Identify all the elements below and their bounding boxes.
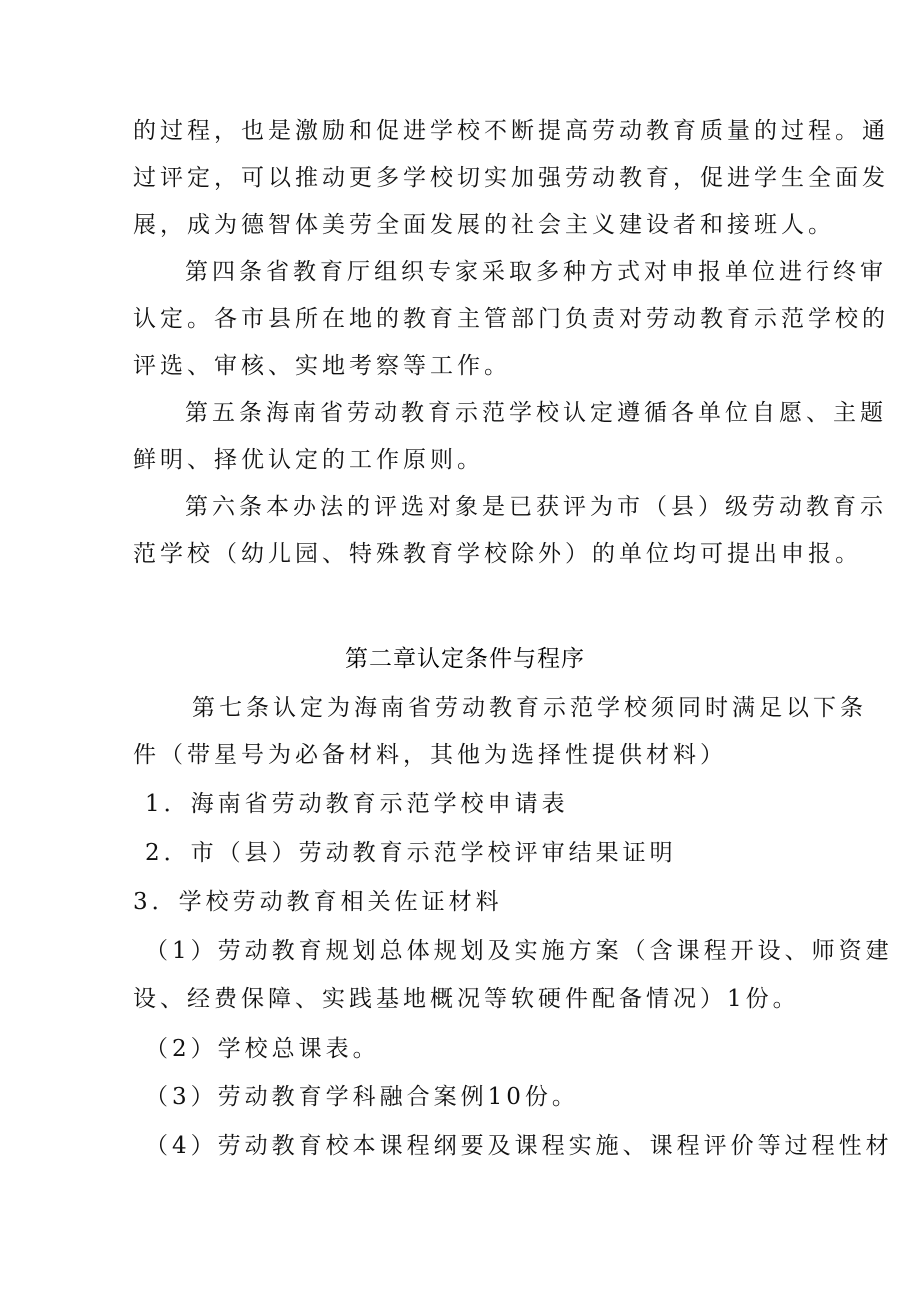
article-4-line: 认定。各市县所在地的教育主管部门负责对劳动教育示范学校的 xyxy=(133,306,889,332)
chapter-heading: 第二章认定条件与程序 xyxy=(345,646,585,672)
article-7-line: 第七条认定为海南省劳动教育示范学校须同时满足以下条 xyxy=(192,695,867,721)
paragraph-line: 的过程，也是激励和促进学校不断提高劳动教育质量的过程。通 xyxy=(133,118,889,144)
paragraph-line: 过评定，可以推动更多学校切实加强劳动教育，促进学生全面发 xyxy=(133,165,889,191)
list-item: 3．学校劳动教育相关佐证材料 xyxy=(133,889,503,915)
article-5-line: 鲜明、择优认定的工作原则。 xyxy=(133,447,484,473)
article-6-line: 第六条本办法的评选对象是已获评为市（县）级劳动教育示 xyxy=(185,494,887,520)
article-7-line: 件（带星号为必备材料，其他为选择性提供材料） xyxy=(133,742,727,768)
article-5-line: 第五条海南省劳动教育示范学校认定遵循各单位自愿、主题 xyxy=(185,400,887,426)
sub-item-line: 设、经费保障、实践基地概况等软硬件配备情况）1份。 xyxy=(133,986,800,1012)
list-item: 1．海南省劳动教育示范学校申请表 xyxy=(145,791,569,817)
sub-item-line: （2）学校总课表。 xyxy=(145,1036,380,1062)
sub-item-line: （4）劳动教育校本课程纲要及课程实施、课程评价等过程性材 xyxy=(145,1133,893,1159)
sub-item-line: （3）劳动教育学科融合案例10份。 xyxy=(145,1084,579,1110)
paragraph-line: 展，成为德智体美劳全面发展的社会主义建设者和接班人。 xyxy=(133,212,835,238)
article-6-line: 范学校（幼儿园、特殊教育学校除外）的单位均可提出申报。 xyxy=(133,541,862,567)
article-4-line: 评选、审核、实地考察等工作。 xyxy=(133,353,511,379)
sub-item-line: （1）劳动教育规划总体规划及实施方案（含课程开设、师资建 xyxy=(145,938,893,964)
article-4-line: 第四条省教育厅组织专家采取多种方式对申报单位进行终审 xyxy=(185,259,887,285)
list-item: 2．市（县）劳动教育示范学校评审结果证明 xyxy=(145,840,677,866)
